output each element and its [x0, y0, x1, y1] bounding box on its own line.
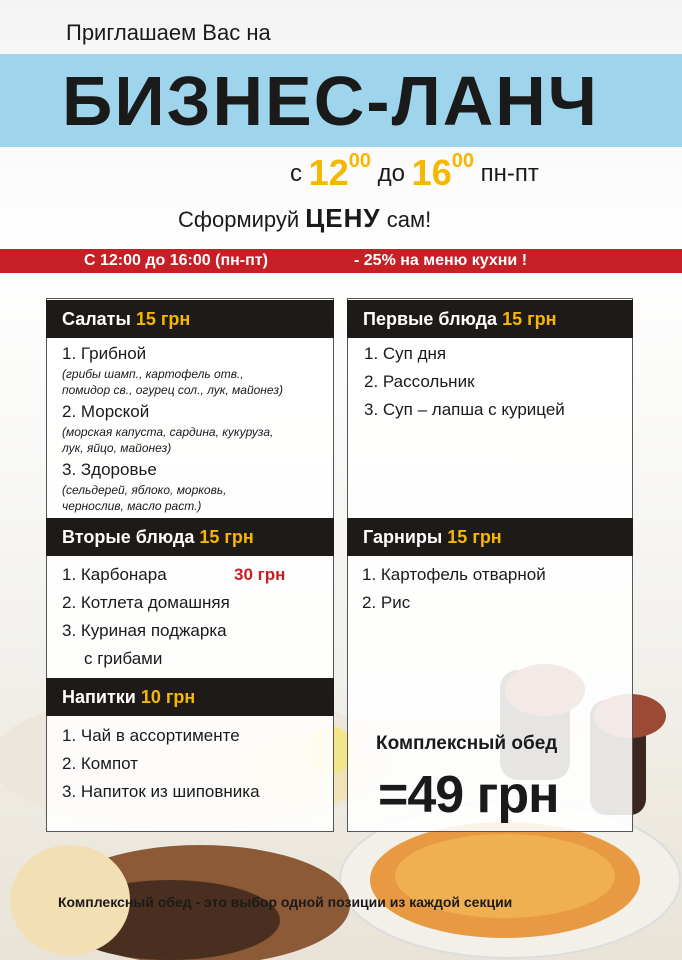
item-note	[62, 424, 273, 456]
list-item: 1. Грибной	[62, 344, 147, 363]
hours-to-word: до	[377, 160, 405, 187]
section-price: 10 грн	[140, 687, 196, 707]
list-item: 1. Карбонара	[62, 565, 167, 584]
slogan-bold: ЦЕНУ	[305, 203, 381, 233]
list-item: 1. Суп дня	[364, 344, 447, 363]
section-name: Напитки	[62, 687, 136, 707]
list-item: 2. Котлета домашняя	[62, 593, 230, 612]
note-line: лук, яйцо, майонез)	[62, 441, 172, 455]
item-note	[62, 482, 227, 514]
section-name: Салаты	[62, 309, 131, 329]
combo-label: Комплексный обед	[376, 733, 558, 754]
section-price: 15 грн	[502, 309, 557, 329]
list-item: 1. Картофель отварной	[362, 565, 546, 584]
section-name: Вторые блюда	[62, 527, 195, 547]
list-item: 2. Компот	[62, 754, 139, 773]
note-line: (сельдерей, яблоко, морковь,	[62, 483, 227, 497]
section-price: 15 грн	[135, 309, 191, 329]
section-header-drinks	[46, 678, 334, 716]
page-title: БИЗНЕС-ЛАНЧ	[62, 62, 599, 140]
section-price: 15 грн	[447, 527, 502, 547]
hours-line	[290, 150, 539, 194]
list-item: 3. Напиток из шиповника	[62, 782, 260, 801]
item-note	[62, 366, 283, 398]
list-item: 3. Куриная поджарка	[62, 621, 227, 640]
special-price: 30 грн	[234, 565, 286, 584]
note-line: чернослив, масло раст.)	[62, 499, 202, 513]
hours-from-hour: 12	[308, 152, 349, 193]
slogan-post: сам!	[386, 207, 432, 232]
banner-hours: С 12:00 до 16:00 (пн-пт)	[84, 252, 268, 269]
section-name: Гарниры	[363, 527, 443, 547]
slogan-pre: Сформируй	[178, 207, 300, 232]
list-item: 3. Здоровье	[62, 460, 157, 479]
combo-price: =49 грн	[378, 766, 559, 824]
hours-days: пн-пт	[480, 160, 539, 187]
list-item: 3. Суп – лапша с курицей	[364, 400, 565, 419]
footer-note: Комплексный обед - это выбор одной позиции из каждой секции	[58, 894, 513, 910]
hours-to-hour: 16	[411, 152, 452, 193]
section-header-salads	[46, 300, 334, 338]
list-item-continuation: с грибами	[84, 649, 163, 668]
section-name: Первые блюда	[363, 309, 498, 329]
hours-to-min: 00	[451, 150, 474, 172]
invite-text: Приглашаем Вас на	[66, 20, 271, 45]
section-price: 15 грн	[199, 527, 254, 547]
discount-banner	[0, 249, 682, 273]
note-line: (грибы шамп., картофель отв.,	[62, 367, 244, 381]
list-item: 2. Рис	[362, 593, 411, 612]
section-header-first	[347, 300, 633, 338]
price-slogan	[178, 203, 431, 234]
list-item: 1. Чай в ассортименте	[62, 726, 240, 745]
list-item: 2. Морской	[62, 402, 150, 421]
section-header-garnish	[347, 518, 633, 556]
banner-discount: - 25% на меню кухни !	[354, 252, 528, 269]
note-line: (морская капуста, сардина, кукуруза,	[62, 425, 274, 439]
note-line: помидор св., огурец сол., лук, майонез)	[62, 383, 284, 397]
hours-from-min: 00	[348, 150, 371, 172]
list-item: 2. Рассольник	[364, 372, 475, 391]
hours-from-word: с	[290, 160, 302, 187]
section-header-second	[46, 518, 334, 556]
